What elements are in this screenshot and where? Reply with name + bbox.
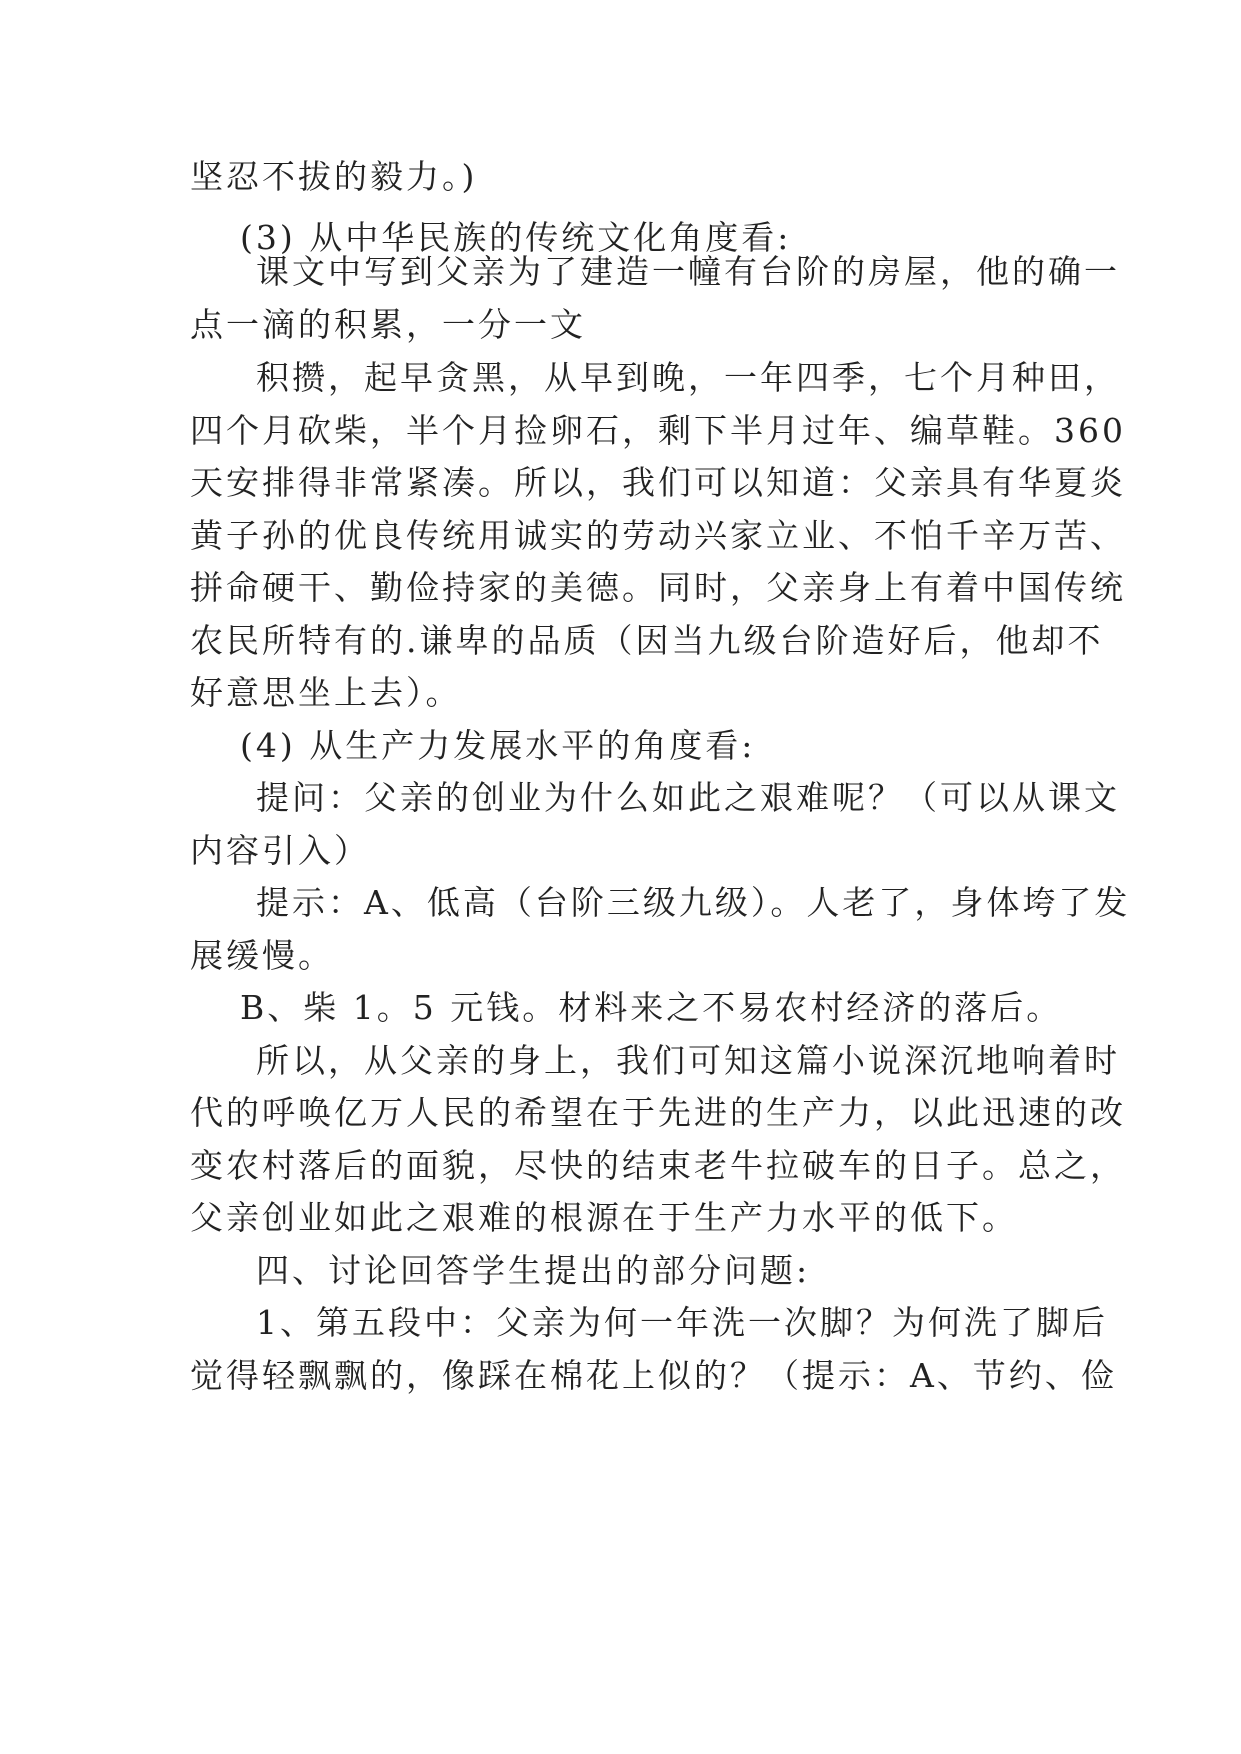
section-heading: (3) 从中华民族的传统文化角度看: xyxy=(240,218,792,257)
text-line: 所以，从父亲的身上，我们可知这篇小说深沉地响着时 xyxy=(256,1041,1120,1080)
text-line: 提示：A、低高（台阶三级九级）。人老了，身体垮了发 xyxy=(256,883,1131,922)
text-line: 坚忍不拔的毅力。) xyxy=(190,157,478,196)
text-line: 觉得轻飘飘的，像踩在棉花上似的？（提示：A、节约、俭 xyxy=(190,1356,1117,1395)
text-line: 点一滴的积累，一分一文 xyxy=(190,305,586,344)
text-line: 提问：父亲的创业为什么如此之艰难呢？（可以从课文 xyxy=(256,778,1120,817)
section-heading: (4) 从生产力发展水平的角度看: xyxy=(240,726,756,765)
text-line: B、柴 1。5 元钱。材料来之不易农村经济的落后。 xyxy=(240,988,1063,1027)
text-line: 展缓慢。 xyxy=(190,936,334,975)
text-line: 变农村落后的面貌，尽快的结束老牛拉破车的日子。总之， xyxy=(190,1146,1126,1185)
text-line: 农民所特有的.谦卑的品质（因当九级台阶造好后，他却不 xyxy=(190,621,1104,660)
text-line: 代的呼唤亿万人民的希望在于先进的生产力，以此迅速的改 xyxy=(190,1093,1126,1132)
text-line: 内容引入） xyxy=(190,831,370,870)
text-line: 父亲创业如此之艰难的根源在于生产力水平的低下。 xyxy=(190,1198,1018,1237)
text-line: 天安排得非常紧凑。所以，我们可以知道：父亲具有华夏炎 xyxy=(190,463,1126,502)
text-line: 黄子孙的优良传统用诚实的劳动兴家立业、不怕千辛万苦、 xyxy=(190,516,1126,555)
text-line: 四个月砍柴，半个月捡卵石，剩下半月过年、编草鞋。360 xyxy=(190,411,1126,450)
text-line: 1、第五段中：父亲为何一年洗一次脚？为何洗了脚后 xyxy=(256,1303,1108,1342)
text-line: 拼命硬干、勤俭持家的美德。同时，父亲身上有着中国传统 xyxy=(190,568,1126,607)
text-line: 课文中写到父亲为了建造一幢有台阶的房屋，他的确一 xyxy=(256,252,1120,291)
text-line: 积攒，起早贪黑，从早到晚，一年四季，七个月种田， xyxy=(256,358,1120,397)
text-line: 好意思坐上去）。 xyxy=(190,673,462,712)
section-heading: 四、讨论回答学生提出的部分问题: xyxy=(256,1251,811,1290)
